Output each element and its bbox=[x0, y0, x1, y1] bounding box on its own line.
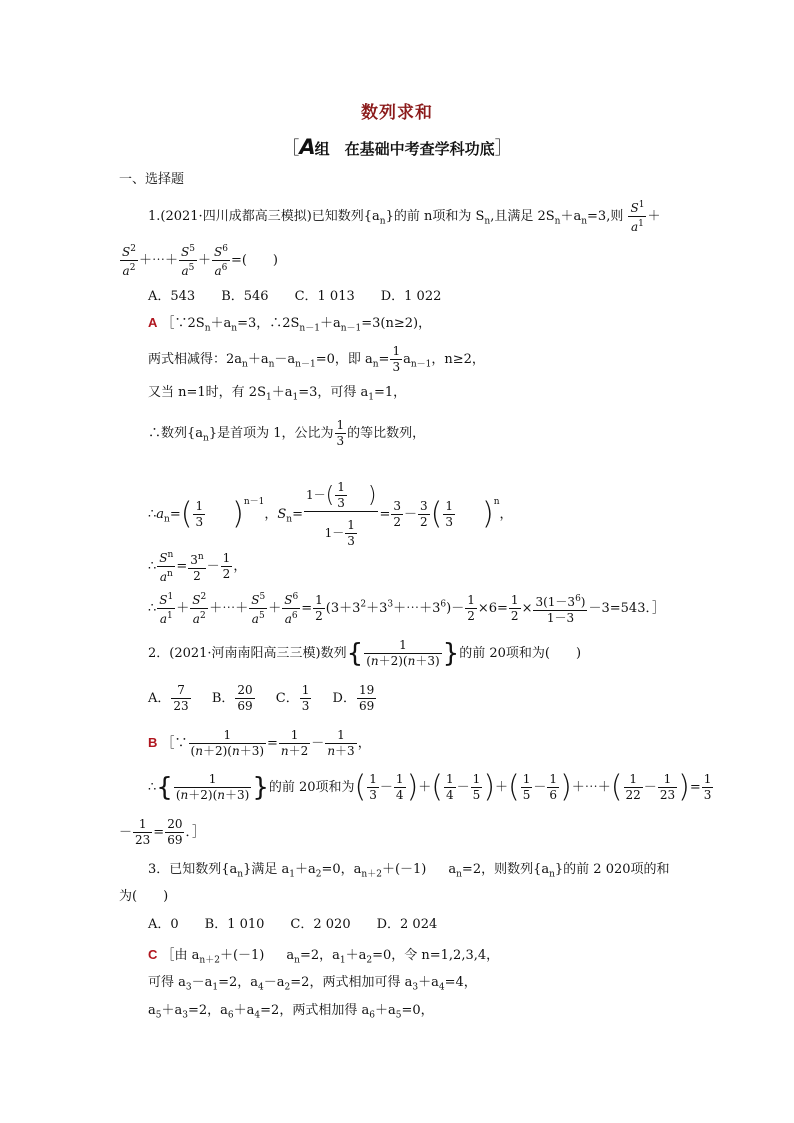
group-label: 组 在基础中考查学科功底 bbox=[314, 140, 495, 158]
q3-solution-line3: $a_5+a_3=2$，$a_6+a_4=2$，两式相加得 $a_6+a_5=0$， bbox=[148, 1003, 434, 1021]
q2-options: A． $\frac{7}{23}$ B． $\frac{20}{69}$ C． $\frac{1}{3}$ D． $\frac{19}{69}$ bbox=[148, 683, 375, 713]
q3-answer: C bbox=[148, 947, 158, 962]
q3-stem-line2: 为( ) bbox=[119, 889, 169, 904]
q3-solution-line2: 可得 $a_3-a_1=2$，$a_4-a_2=2$，两式相加可得 $a_3+a_4=4$， bbox=[148, 975, 477, 993]
q1-stem-line2: $\frac{S^2}{a^2}$ ＋⋯＋ $\frac{S^5}{a^5}$ ＋ $\frac{S^6}{a^6}$ =( ) bbox=[122, 244, 278, 278]
group-heading bbox=[0, 134, 794, 160]
q1-frac-s1-a1: $\frac{S^1}{a^1}$ bbox=[630, 200, 645, 234]
q3-options: A．0 B．1 010 C．2 020 D．2 024 bbox=[148, 917, 438, 932]
group-bracket-open: ［ bbox=[281, 138, 300, 159]
q1-options: A．543 B．546 C．1 013 D．1 022 bbox=[148, 289, 442, 304]
q2-stem: 2．(2021·河南南阳高三三模)数列{ $\frac{1}{(n+2)(n+3)}$ }的前 20项和为( ) bbox=[148, 638, 582, 669]
section-heading: 一、选择题 bbox=[119, 172, 185, 187]
q1-solution-line1: A $[\because 2S_n+a_n=3$，$\therefore 2S_{n-1}+a_{n-1}=3(n\ge 2)$， bbox=[148, 315, 432, 334]
q1-solution-line5: $\therefore a_n=$( $\frac{1}{3}$ )$^{n-1}$，$S_n=$ 1－( $\frac{1}{3}$ ) 1－ $\frac{1}{3}$ = $\frac{3}{2}$ － $\frac{3}{2}$ ( $\frac{1}{3}$ )$^n$， bbox=[148, 480, 513, 548]
page-title: 数列求和 bbox=[361, 103, 433, 123]
q1-answer: A bbox=[148, 315, 158, 330]
q1-solution-line2: 两式相减得：$2a_n+a_n-a_{n-1}=0$，即 $a_n=$ $\frac{1}{3}$ $a_{n-1}$，n≥2， bbox=[148, 344, 485, 374]
group-bracket-close: ］ bbox=[494, 138, 513, 159]
q1-solution-line6: ∴ $\frac{S^n}{a^n}$ = $\frac{3^n}{2}$ － $\frac{1}{2}$ ， bbox=[148, 550, 247, 584]
q3-stem-line1: 3．已知数列$\{a_n\}$满足 $a_1+a_2=0$，$a_{n+2}+(-1)$ $a_n=2$，则数列$\{a_n\}$的前 2 020项的和 bbox=[148, 862, 670, 880]
q1-solution-line7: ∴ $\frac{S^1}{a^1}$ ＋ $\frac{S^2}{a^2}$ ＋⋯＋ $\frac{S^5}{a^5}$ ＋ $\frac{S^6}{a^6}$ = $\frac{1}{2}$ $(3+3^2+3^3+\cdots+3^6)-$ $\frac{1}{2}$ ×6= $\frac{1}{2}$ × $\frac{3(1-3^6)}{1-3}$ －3=543．］ bbox=[148, 592, 665, 626]
q1-solution-line4: ∴数列$\{a_n\}$是首项为 1，公比为 $\frac{1}{3}$ 的等比数列， bbox=[148, 418, 426, 448]
group-letter: A bbox=[299, 135, 315, 159]
q3-solution-line1: C ［由 $a_{n+2}+(-1)$ $a_n=2$，$a_1+a_2=0$，令 n=1,2,3,4， bbox=[148, 947, 500, 966]
q2-answer: B bbox=[148, 735, 158, 750]
q1-solution-line3: 又当 n=1时，有 $2S_1+a_1=3$，可得 $a_1=1$， bbox=[148, 385, 407, 403]
q2-solution-line3: － $\frac{1}{23}$ = $\frac{20}{69}$ ．］ bbox=[119, 817, 205, 847]
q2-solution-line2: ∴{ $\frac{1}{(n+2)(n+3)}$ }的前 20项和为( $\frac{1}{3}$ － $\frac{1}{4}$ )＋( $\frac{1}{4}$ － $\frac{1}{5}$ )＋( $\frac{1}{5}$ － $\frac{1}{6}$ )＋⋯＋( $\frac{1}{22}$ － $\frac{1}{23}$ )= $\frac{1}{3}$ bbox=[148, 769, 712, 805]
q1-stem-line1: 1.(2021·四川成都高三模拟)已知数列$\{a_n\}$的前 n项和为 $S_n$,且满足 $2S_n+a_n=3$,则 $\frac{S^1}{a^1}$ ＋ bbox=[148, 200, 661, 234]
q2-solution-line1: B ［∵ $\frac{1}{(n+2)(n+3)}$ = $\frac{1}{n+2}$ － $\frac{1}{n+3}$ ， bbox=[148, 728, 371, 758]
